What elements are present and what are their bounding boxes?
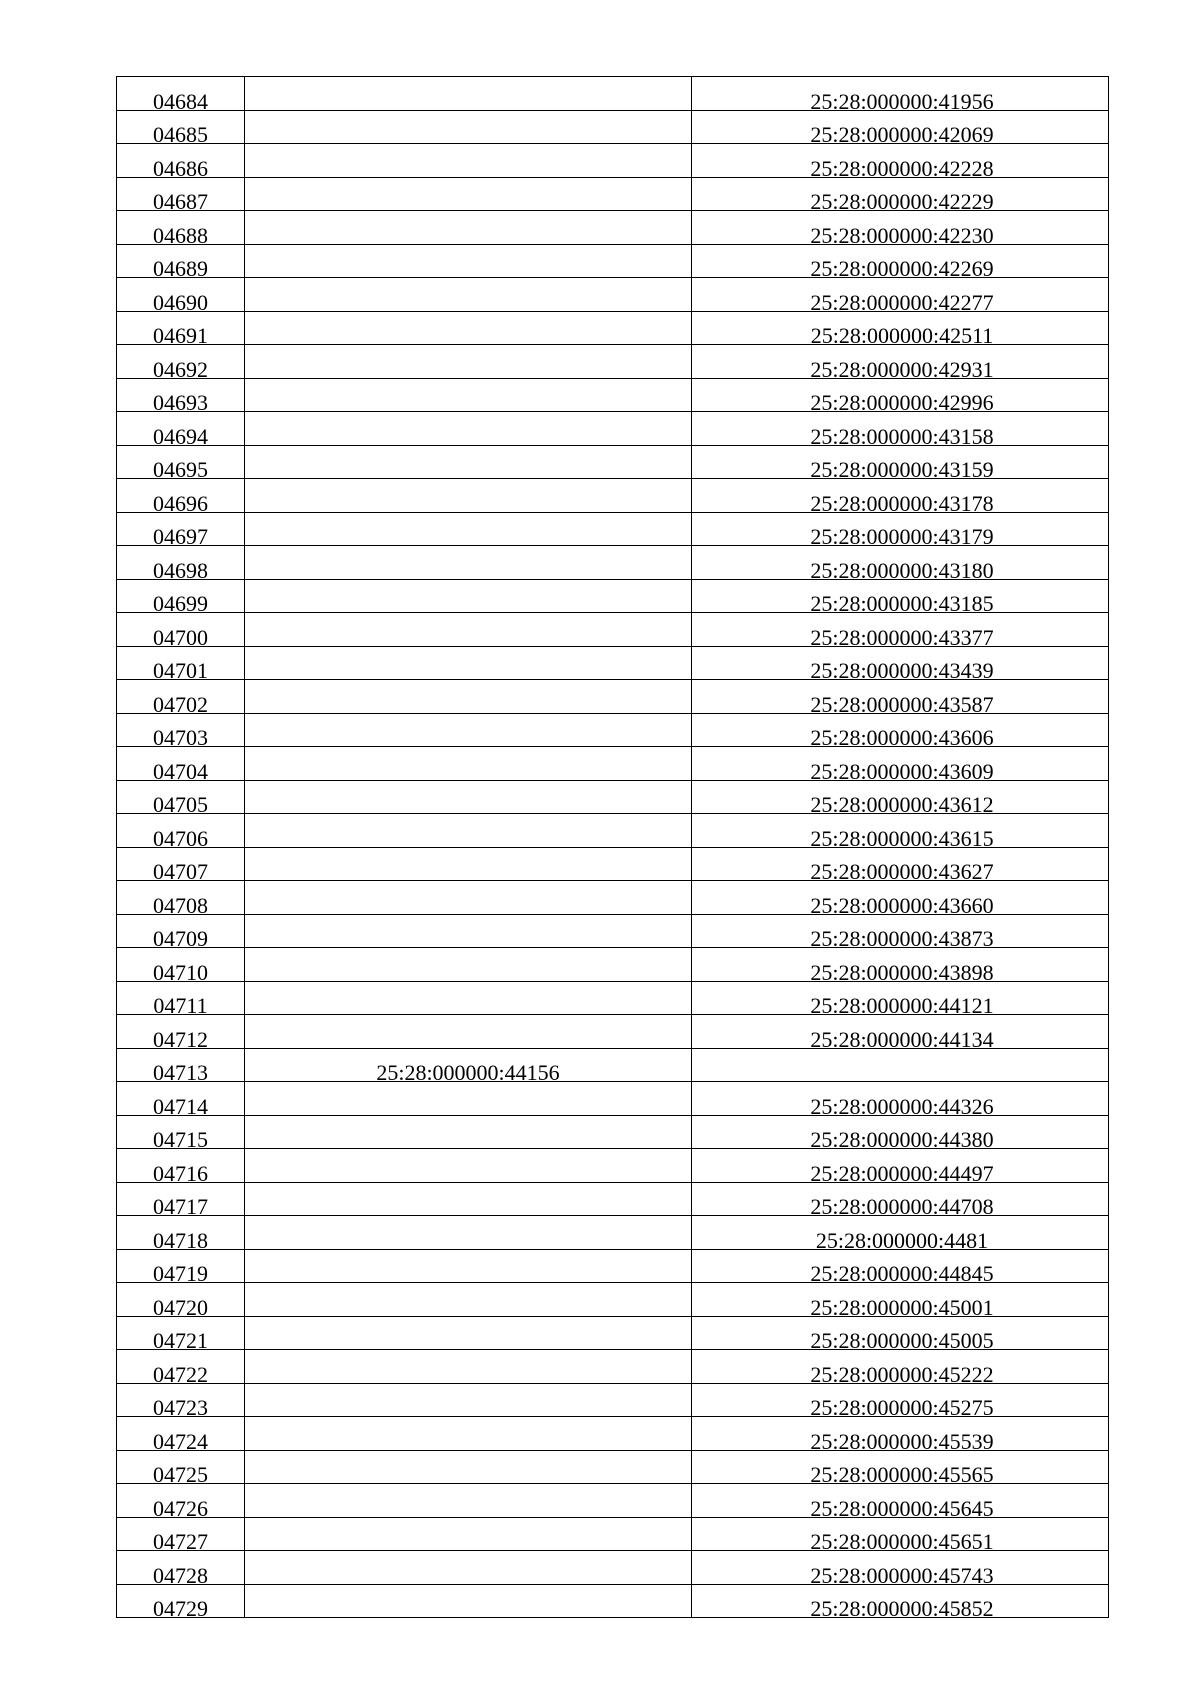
cadastral-number-cell-a xyxy=(245,445,692,479)
table-row xyxy=(117,579,1109,613)
row-number-cell-text: 04688 xyxy=(153,222,208,244)
row-number-cell xyxy=(117,914,245,948)
cadastral-number-cell-a xyxy=(245,814,692,848)
cadastral-number-cell-b xyxy=(692,814,1109,848)
row-number-cell-text: 04690 xyxy=(153,289,208,311)
row-number-cell-text: 04704 xyxy=(153,758,208,780)
row-number-cell xyxy=(117,680,245,714)
table-row xyxy=(117,1350,1109,1384)
cadastral-number-cell-b xyxy=(692,345,1109,379)
table-row xyxy=(117,881,1109,915)
row-number-cell xyxy=(117,1350,245,1384)
row-number-cell-text: 04710 xyxy=(153,959,208,981)
row-number-cell xyxy=(117,345,245,379)
cadastral-number-cell-b xyxy=(692,244,1109,278)
table-body xyxy=(117,77,1109,1618)
cadastral-number-cell-b-text: 25:28:000000:44845 xyxy=(810,1261,994,1283)
row-number-cell-text: 04689 xyxy=(153,256,208,278)
row-number-cell xyxy=(117,981,245,1015)
row-number-cell-text: 04684 xyxy=(153,88,208,110)
cadastral-number-cell-a xyxy=(245,780,692,814)
cadastral-number-cell-a xyxy=(245,1283,692,1317)
cadastral-number-cell-b-text: 25:28:000000:45743 xyxy=(810,1562,994,1584)
row-number-cell xyxy=(117,1015,245,1049)
cadastral-number-cell-b xyxy=(692,680,1109,714)
cadastral-number-cell-b-text: 25:28:000000:45852 xyxy=(810,1596,994,1618)
row-number-cell-text: 04695 xyxy=(153,457,208,479)
cadastral-number-cell-b-text: 25:28:000000:43185 xyxy=(810,591,994,613)
cadastral-number-cell-a xyxy=(245,1182,692,1216)
cadastral-number-cell-b-text: 25:28:000000:45651 xyxy=(810,1529,994,1551)
cadastral-number-cell-b-text: 25:28:000000:43377 xyxy=(810,624,994,646)
row-number-cell xyxy=(117,1316,245,1350)
cadastral-number-cell-b-text: 25:28:000000:42996 xyxy=(810,390,994,412)
cadastral-number-cell-b-text: 25:28:000000:44708 xyxy=(810,1194,994,1216)
table-row xyxy=(117,77,1109,111)
row-number-cell-text: 04719 xyxy=(153,1261,208,1283)
cadastral-number-cell-a xyxy=(245,1015,692,1049)
cadastral-number-cell-b xyxy=(692,747,1109,781)
cadastral-number-cell-b-text: 25:28:000000:43159 xyxy=(810,457,994,479)
table-row xyxy=(117,1450,1109,1484)
cadastral-number-cell-b xyxy=(692,613,1109,647)
cadastral-number-cell-a xyxy=(245,613,692,647)
row-number-cell-text: 04715 xyxy=(153,1127,208,1149)
row-number-cell xyxy=(117,1551,245,1585)
row-number-cell xyxy=(117,144,245,178)
cadastral-number-cell-a xyxy=(245,1383,692,1417)
cadastral-number-cell-b xyxy=(692,1584,1109,1618)
cadastral-number-cell-b xyxy=(692,579,1109,613)
table-row xyxy=(117,1283,1109,1317)
cadastral-number-cell-b-text: 25:28:000000:43627 xyxy=(810,859,994,881)
table-row xyxy=(117,445,1109,479)
table-row xyxy=(117,1551,1109,1585)
cadastral-number-cell-a xyxy=(245,278,692,312)
row-number-cell-text: 04687 xyxy=(153,189,208,211)
cadastral-number-cell-a xyxy=(245,747,692,781)
row-number-cell-text: 04697 xyxy=(153,524,208,546)
cadastral-number-cell-a xyxy=(245,546,692,580)
cadastral-number-cell-a xyxy=(245,914,692,948)
table-row xyxy=(117,680,1109,714)
cadastral-number-cell-b xyxy=(692,412,1109,446)
cadastral-number-cell-b xyxy=(692,1283,1109,1317)
cadastral-number-cell-b xyxy=(692,1015,1109,1049)
cadastral-number-cell-b-text: 25:28:000000:43609 xyxy=(810,758,994,780)
cadastral-number-cell-b xyxy=(692,847,1109,881)
table-row xyxy=(117,479,1109,513)
row-number-cell xyxy=(117,378,245,412)
cadastral-number-cell-a xyxy=(245,847,692,881)
cadastral-number-cell-b-text: 25:28:000000:43612 xyxy=(810,792,994,814)
cadastral-number-cell-b xyxy=(692,278,1109,312)
cadastral-number-cell-b-text: 25:28:000000:44497 xyxy=(810,1160,994,1182)
cadastral-number-cell-b-text: 25:28:000000:45565 xyxy=(810,1462,994,1484)
row-number-cell xyxy=(117,881,245,915)
cadastral-number-cell-b xyxy=(692,1316,1109,1350)
row-number-cell-text: 04726 xyxy=(153,1495,208,1517)
cadastral-number-cell-b xyxy=(692,311,1109,345)
row-number-cell xyxy=(117,211,245,245)
row-number-cell-text: 04711 xyxy=(153,993,208,1015)
row-number-cell-text: 04712 xyxy=(153,1026,208,1048)
cadastral-number-cell-b-text: 25:28:000000:43873 xyxy=(810,926,994,948)
cadastral-number-cell-a xyxy=(245,1517,692,1551)
cadastral-number-cell-b-text: 25:28:000000:42269 xyxy=(810,256,994,278)
cadastral-number-cell-a xyxy=(245,177,692,211)
row-number-cell xyxy=(117,110,245,144)
table-row xyxy=(117,1316,1109,1350)
cadastral-number-cell-a xyxy=(245,1484,692,1518)
cadastral-number-cell-b xyxy=(692,378,1109,412)
row-number-cell xyxy=(117,814,245,848)
row-number-cell xyxy=(117,1048,245,1082)
row-number-cell-text: 04698 xyxy=(153,557,208,579)
cadastral-number-cell-b-text: 25:28:000000:42931 xyxy=(810,356,994,378)
cadastral-number-cell-b xyxy=(692,1450,1109,1484)
cadastral-number-cell-b xyxy=(692,1048,1109,1082)
cadastral-table xyxy=(116,76,1109,1618)
cadastral-number-cell-a xyxy=(245,1082,692,1116)
cadastral-number-cell-a xyxy=(245,1115,692,1149)
cadastral-number-cell-b xyxy=(692,512,1109,546)
table-row xyxy=(117,847,1109,881)
cadastral-number-cell-a xyxy=(245,1249,692,1283)
row-number-cell xyxy=(117,1082,245,1116)
cadastral-number-cell-a xyxy=(245,479,692,513)
row-number-cell-text: 04699 xyxy=(153,591,208,613)
cadastral-number-cell-b xyxy=(692,948,1109,982)
row-number-cell xyxy=(117,177,245,211)
cadastral-number-cell-a xyxy=(245,981,692,1015)
cadastral-number-cell-b xyxy=(692,177,1109,211)
row-number-cell-text: 04696 xyxy=(153,490,208,512)
row-number-cell xyxy=(117,244,245,278)
row-number-cell xyxy=(117,646,245,680)
cadastral-number-cell-b-text: 25:28:000000:45222 xyxy=(810,1361,994,1383)
row-number-cell xyxy=(117,613,245,647)
cadastral-number-cell-b xyxy=(692,1082,1109,1116)
cadastral-number-cell-a xyxy=(245,512,692,546)
row-number-cell xyxy=(117,479,245,513)
row-number-cell xyxy=(117,747,245,781)
row-number-cell xyxy=(117,780,245,814)
table-row xyxy=(117,177,1109,211)
table-row xyxy=(117,211,1109,245)
cadastral-number-cell-b-text: 25:28:000000:45275 xyxy=(810,1395,994,1417)
row-number-cell-text: 04703 xyxy=(153,725,208,747)
row-number-cell-text: 04720 xyxy=(153,1294,208,1316)
row-number-cell-text: 04694 xyxy=(153,423,208,445)
row-number-cell xyxy=(117,77,245,111)
document-page xyxy=(116,76,1108,1618)
row-number-cell-text: 04686 xyxy=(153,155,208,177)
row-number-cell-text: 04693 xyxy=(153,390,208,412)
cadastral-number-cell-b-text: 25:28:000000:42230 xyxy=(810,222,994,244)
cadastral-number-cell-a xyxy=(245,311,692,345)
cadastral-number-cell-b xyxy=(692,546,1109,580)
cadastral-number-cell-b xyxy=(692,1484,1109,1518)
cadastral-number-cell-b xyxy=(692,646,1109,680)
row-number-cell-text: 04714 xyxy=(153,1093,208,1115)
cadastral-number-cell-b-text: 25:28:000000:43606 xyxy=(810,725,994,747)
table-row xyxy=(117,110,1109,144)
row-number-cell xyxy=(117,546,245,580)
cadastral-number-cell-b xyxy=(692,981,1109,1015)
cadastral-number-cell-b-text: 25:28:000000:45539 xyxy=(810,1428,994,1450)
cadastral-number-cell-a xyxy=(245,144,692,178)
cadastral-number-cell-b xyxy=(692,1115,1109,1149)
table-row xyxy=(117,1149,1109,1183)
row-number-cell-text: 04706 xyxy=(153,825,208,847)
cadastral-number-cell-b xyxy=(692,479,1109,513)
cadastral-number-cell-b-text: 25:28:000000:43587 xyxy=(810,691,994,713)
table-row xyxy=(117,345,1109,379)
cadastral-number-cell-b-text: 25:28:000000:42069 xyxy=(810,122,994,144)
row-number-cell xyxy=(117,1584,245,1618)
row-number-cell xyxy=(117,1383,245,1417)
cadastral-number-cell-b xyxy=(692,1182,1109,1216)
row-number-cell xyxy=(117,512,245,546)
cadastral-number-cell-b-text: 25:28:000000:45645 xyxy=(810,1495,994,1517)
row-number-cell xyxy=(117,1450,245,1484)
table-row xyxy=(117,1182,1109,1216)
cadastral-number-cell-b-text: 25:28:000000:43439 xyxy=(810,658,994,680)
table-row xyxy=(117,1417,1109,1451)
cadastral-number-cell-a xyxy=(245,1584,692,1618)
cadastral-number-cell-b-text: 25:28:000000:43898 xyxy=(810,959,994,981)
row-number-cell xyxy=(117,948,245,982)
row-number-cell-text: 04721 xyxy=(153,1328,208,1350)
cadastral-number-cell-b-text: 25:28:000000:45005 xyxy=(810,1328,994,1350)
table-row xyxy=(117,311,1109,345)
cadastral-number-cell-a xyxy=(245,1216,692,1250)
cadastral-number-cell-a xyxy=(245,1417,692,1451)
row-number-cell xyxy=(117,445,245,479)
table-row xyxy=(117,1517,1109,1551)
cadastral-number-cell-b-text: 25:28:000000:44121 xyxy=(810,993,994,1015)
cadastral-number-cell-b xyxy=(692,77,1109,111)
row-number-cell xyxy=(117,1182,245,1216)
cadastral-number-cell-a xyxy=(245,244,692,278)
table-row xyxy=(117,378,1109,412)
cadastral-number-cell-a xyxy=(245,1316,692,1350)
row-number-cell xyxy=(117,412,245,446)
row-number-cell xyxy=(117,311,245,345)
cadastral-number-cell-b xyxy=(692,1383,1109,1417)
cadastral-number-cell-b-text: 25:28:000000:42228 xyxy=(810,155,994,177)
row-number-cell-text: 04718 xyxy=(153,1227,208,1249)
row-number-cell-text: 04685 xyxy=(153,122,208,144)
row-number-cell xyxy=(117,713,245,747)
table-row xyxy=(117,244,1109,278)
cadastral-number-cell-b xyxy=(692,1417,1109,1451)
table-row xyxy=(117,613,1109,647)
cadastral-number-cell-a xyxy=(245,1048,692,1082)
cadastral-number-cell-b-text: 25:28:000000:43158 xyxy=(810,423,994,445)
table-row xyxy=(117,1383,1109,1417)
table-row xyxy=(117,1484,1109,1518)
row-number-cell xyxy=(117,1149,245,1183)
row-number-cell xyxy=(117,1115,245,1149)
cadastral-number-cell-b-text: 25:28:000000:43615 xyxy=(810,825,994,847)
cadastral-number-cell-b-text: 25:28:000000:44326 xyxy=(810,1093,994,1115)
table-row xyxy=(117,646,1109,680)
cadastral-number-cell-b-text: 25:28:000000:42229 xyxy=(810,189,994,211)
row-number-cell-text: 04705 xyxy=(153,792,208,814)
row-number-cell xyxy=(117,1484,245,1518)
row-number-cell-text: 04727 xyxy=(153,1529,208,1551)
cadastral-number-cell-a xyxy=(245,1350,692,1384)
cadastral-number-cell-a xyxy=(245,646,692,680)
row-number-cell xyxy=(117,1249,245,1283)
row-number-cell-text: 04729 xyxy=(153,1596,208,1618)
row-number-cell xyxy=(117,579,245,613)
table-row xyxy=(117,1115,1109,1149)
cadastral-number-cell-b-text: 25:28:000000:44380 xyxy=(810,1127,994,1149)
cadastral-number-cell-a xyxy=(245,713,692,747)
cadastral-number-cell-a xyxy=(245,579,692,613)
table-row xyxy=(117,981,1109,1015)
row-number-cell-text: 04723 xyxy=(153,1395,208,1417)
cadastral-number-cell-b xyxy=(692,780,1109,814)
table-row xyxy=(117,512,1109,546)
row-number-cell-text: 04725 xyxy=(153,1462,208,1484)
cadastral-number-cell-a xyxy=(245,1149,692,1183)
row-number-cell-text: 04722 xyxy=(153,1361,208,1383)
row-number-cell-text: 04700 xyxy=(153,624,208,646)
table-row xyxy=(117,1015,1109,1049)
cadastral-number-cell-a xyxy=(245,1551,692,1585)
table-row xyxy=(117,1249,1109,1283)
cadastral-number-cell-b xyxy=(692,211,1109,245)
row-number-cell-text: 04713 xyxy=(153,1060,208,1082)
table-row xyxy=(117,412,1109,446)
row-number-cell-text: 04717 xyxy=(153,1194,208,1216)
row-number-cell-text: 04708 xyxy=(153,892,208,914)
table-row xyxy=(117,546,1109,580)
table-row xyxy=(117,1048,1109,1082)
cadastral-number-cell-b xyxy=(692,1249,1109,1283)
cadastral-number-cell-b-text: 25:28:000000:41956 xyxy=(810,88,994,110)
cadastral-number-cell-a xyxy=(245,345,692,379)
table-row xyxy=(117,713,1109,747)
cadastral-number-cell-b-text: 25:28:000000:43660 xyxy=(810,892,994,914)
cadastral-number-cell-a xyxy=(245,1450,692,1484)
cadastral-number-cell-b-text: 25:28:000000:44134 xyxy=(810,1026,994,1048)
cadastral-number-cell-a-text: 25:28:000000:44156 xyxy=(376,1060,560,1082)
table-row xyxy=(117,278,1109,312)
row-number-cell xyxy=(117,847,245,881)
table-row xyxy=(117,914,1109,948)
table-row xyxy=(117,1216,1109,1250)
row-number-cell-text: 04702 xyxy=(153,691,208,713)
cadastral-number-cell-a xyxy=(245,680,692,714)
cadastral-number-cell-b-text: 25:28:000000:43178 xyxy=(810,490,994,512)
cadastral-number-cell-b xyxy=(692,1350,1109,1384)
table-row xyxy=(117,814,1109,848)
row-number-cell-text: 04724 xyxy=(153,1428,208,1450)
cadastral-number-cell-b-text: 25:28:000000:43179 xyxy=(810,524,994,546)
row-number-cell-text: 04707 xyxy=(153,859,208,881)
cadastral-number-cell-b xyxy=(692,1517,1109,1551)
cadastral-number-cell-b xyxy=(692,713,1109,747)
row-number-cell xyxy=(117,1517,245,1551)
cadastral-number-cell-b xyxy=(692,881,1109,915)
cadastral-number-cell-a xyxy=(245,378,692,412)
row-number-cell-text: 04691 xyxy=(153,323,208,345)
row-number-cell xyxy=(117,278,245,312)
row-number-cell xyxy=(117,1216,245,1250)
row-number-cell xyxy=(117,1283,245,1317)
table-row xyxy=(117,1082,1109,1116)
row-number-cell-text: 04709 xyxy=(153,926,208,948)
cadastral-number-cell-b xyxy=(692,144,1109,178)
table-row xyxy=(117,747,1109,781)
row-number-cell-text: 04728 xyxy=(153,1562,208,1584)
cadastral-number-cell-a xyxy=(245,77,692,111)
table-row xyxy=(117,948,1109,982)
table-row xyxy=(117,780,1109,814)
cadastral-number-cell-b-text: 25:28:000000:43180 xyxy=(810,557,994,579)
cadastral-number-cell-b xyxy=(692,914,1109,948)
cadastral-number-cell-b-text: 25:28:000000:42277 xyxy=(810,289,994,311)
cadastral-number-cell-b-text: 25:28:000000:4481 xyxy=(815,1227,989,1249)
row-number-cell-text: 04701 xyxy=(153,658,208,680)
cadastral-number-cell-b xyxy=(692,110,1109,144)
cadastral-number-cell-a xyxy=(245,948,692,982)
cadastral-number-cell-b-text: 25:28:000000:45001 xyxy=(810,1294,994,1316)
cadastral-number-cell-a xyxy=(245,881,692,915)
cadastral-number-cell-b-text: 25:28:000000:42511 xyxy=(810,323,994,345)
cadastral-number-cell-b xyxy=(692,1149,1109,1183)
row-number-cell-text: 04716 xyxy=(153,1160,208,1182)
cadastral-number-cell-b xyxy=(692,445,1109,479)
table-row xyxy=(117,144,1109,178)
table-row xyxy=(117,1584,1109,1618)
row-number-cell-text: 04692 xyxy=(153,356,208,378)
row-number-cell xyxy=(117,1417,245,1451)
cadastral-number-cell-b xyxy=(692,1216,1109,1250)
cadastral-number-cell-a xyxy=(245,211,692,245)
cadastral-number-cell-a xyxy=(245,412,692,446)
cadastral-number-cell-a xyxy=(245,110,692,144)
cadastral-number-cell-b xyxy=(692,1551,1109,1585)
